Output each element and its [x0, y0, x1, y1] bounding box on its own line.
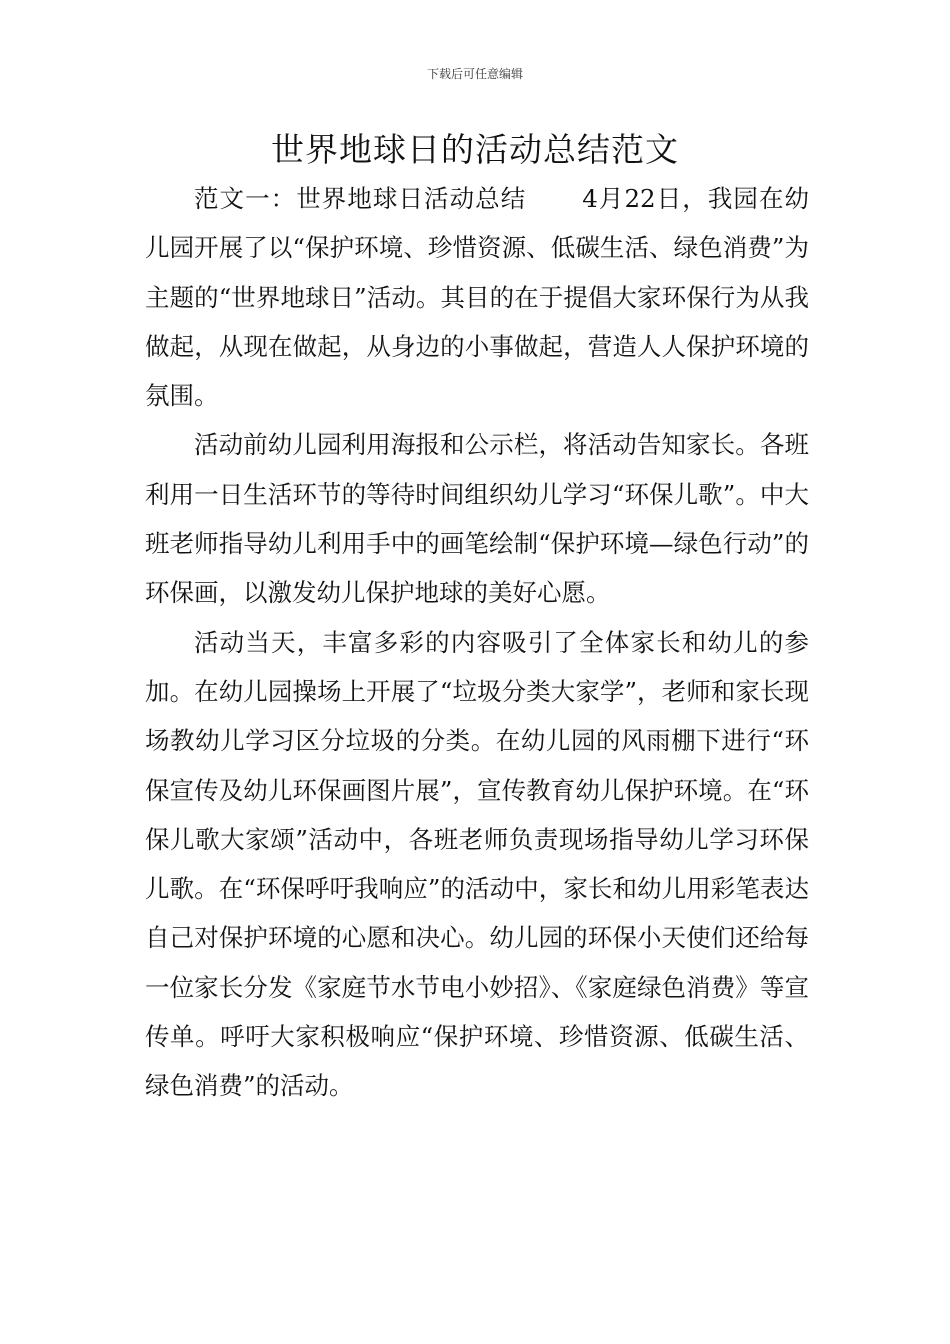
intro-label: 范文一：世界地球日活动总结 — [194, 184, 527, 213]
intro-text: 4月22日，我园在幼儿园开展了以“保护环境、珍惜资源、低碳生活、绿色消费”为主题的“世界地球日”活动。其目的在于提倡大家环保行为从我做起，从现在做起，从身边的小事做起，营造人人保护环境的氛围。 — [145, 184, 809, 411]
paragraph: 活动前幼儿园利用海报和公示栏，将活动告知家长。各班利用一日生活环节的等待时间组织幼儿学习“环保儿歌”。中大班老师指导幼儿利用手中的画笔绘制“保护环境—绿色行动”的环保画，以激发幼儿保护地球的美好心愿。 — [145, 430, 809, 608]
document-body — [145, 174, 809, 1111]
paragraph: 活动当天，丰富多彩的内容吸引了全体家长和幼儿的参加。在幼儿园操场上开展了“垃圾分类大家学”，老师和家长现场教幼儿学习区分垃圾的分类。在幼儿园的风雨棚下进行“环保宣传及幼儿环保画图片展”，宣传教育幼儿保护环境。在“环保儿歌大家颂”活动中，各班老师负责现场指导幼儿学习环保儿歌。在“环保呼吁我响应”的活动中，家长和幼儿用彩笔表达自己对保护环境的心愿和决心。幼儿园的环保小天使们还给每一位家长分发《家庭节水节电小妙招》、《家庭绿色消费》等宣传单。呼吁大家积极响应“保护环境、珍惜资源、低碳生活、绿色消费”的活动。 — [145, 627, 809, 1101]
header-note: 下载后可任意编辑 — [426, 67, 523, 81]
document-title: 世界地球日的活动总结范文 — [271, 130, 679, 169]
paragraph-intro — [145, 174, 809, 420]
